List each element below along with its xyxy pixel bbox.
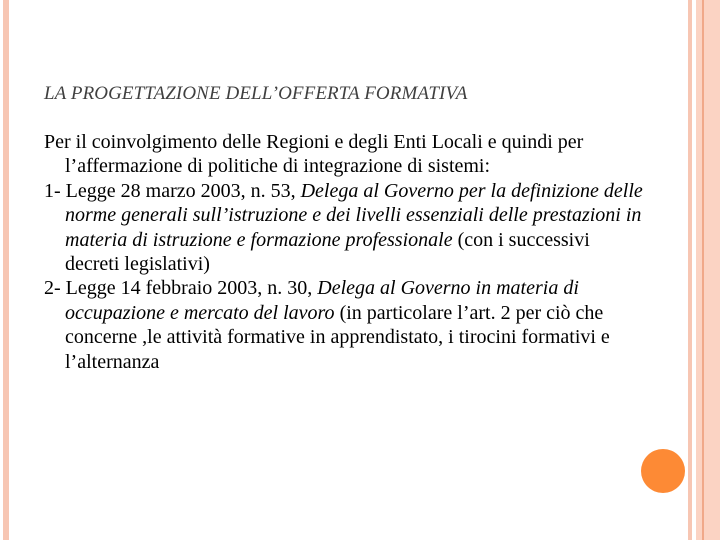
slide-body xyxy=(44,130,644,374)
right-decorative-band xyxy=(696,0,720,540)
orange-circle-decoration xyxy=(641,449,685,493)
law-reference: 1- Legge 28 marzo 2003, n. 53, xyxy=(44,179,301,202)
paragraph-law-30 xyxy=(44,276,644,374)
right-decorative-stripe xyxy=(688,0,692,540)
law-title: Delega al Governo in materia di occupazione e mercato del lavoro xyxy=(65,277,579,324)
law-title: Delega al Governo per la definizione delle norme generali sull’istruzione e dei livelli essenziali delle prestazioni in materia di istruzione e formazione professionale xyxy=(65,179,643,251)
law-note: (in particolare l’art. 2 per ciò che concerne ,le attività formative in apprendistato, i tirocini formativi e l’alternanza xyxy=(65,301,610,373)
law-note: (con i successivi decreti legislativi) xyxy=(65,228,590,276)
slide-title: LA PROGETTAZIONE DELL’OFFERTA FORMATIVA xyxy=(44,83,468,104)
law-reference: 2- Legge 14 febbraio 2003, n. 30, xyxy=(44,277,318,300)
left-decorative-stripe xyxy=(3,0,9,540)
paragraph-law-53 xyxy=(44,179,644,277)
paragraph-intro: Per il coinvolgimento delle Regioni e degli Enti Locali e quindi per l’affermazione di politiche di integrazione di sistemi: xyxy=(44,131,584,178)
right-decorative-line xyxy=(702,0,704,540)
